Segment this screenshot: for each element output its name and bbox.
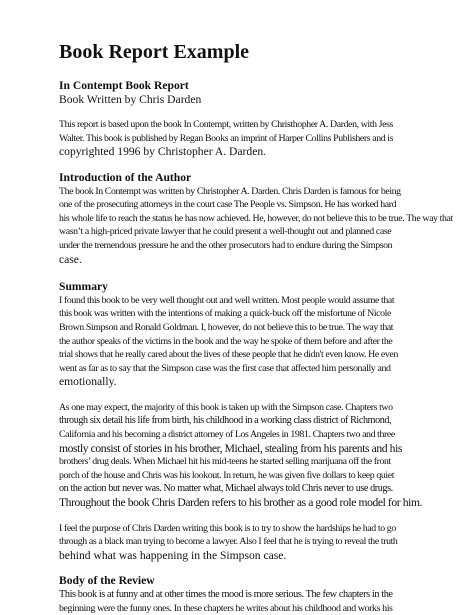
text-line: Brown Simpson and Ronald Goldman. I, however, do not believe this to be true. The way that [59, 321, 394, 333]
text-line: case. [59, 252, 82, 266]
report-subtitle: In Contempt Book Report [59, 79, 189, 92]
text-line: mostly consist of stories in his brother, Michael, stealing from his parents and his [59, 441, 402, 455]
section-paragraph [59, 294, 419, 389]
text-line: emotionally. [59, 375, 117, 389]
text-line: This report is based upon the book In Contempt, written by Christhopher A. Darden, with Jess [59, 119, 393, 131]
text-line: through six detail his life from birth, his childhood in a working class district of Richmond, [59, 415, 392, 427]
text-line: brothers’ drug deals. When Michael hit his mid-teens he started selling marijuana off the front [59, 456, 391, 468]
text-line: As one may expect, the majority of this book is taken up with the Simpson case. Chapters two [59, 401, 393, 413]
text-line: beginning were the funny ones. In these chapters he writes about his childhood and works his [59, 602, 393, 614]
intro-paragraph [59, 118, 419, 159]
text-line: trial shows that he really cared about the lives of these people that he didn't even know. He even [59, 349, 398, 361]
text-line: through as a black man trying to become a lawyer. Also I feel that he is trying to reveal the truth [59, 536, 398, 548]
document-page [59, 40, 453, 615]
text-line: the author speaks of the victims in the book and the way he spoke of them before and after the [59, 335, 393, 347]
section-paragraph [59, 588, 419, 615]
text-line: This book is at funny and at other times the mood is more serious. The few chapters in the [59, 589, 393, 600]
text-line: I found this book to be very well thought out and well written. Most people would assume that [59, 294, 395, 306]
text-line: his whole life to reach the status he has now achieved. He, however, do not believe this to be true. The way that [59, 212, 453, 224]
text-line: I feel the purpose of Chris Darden writing this book is to try to show the hardships he had to go [59, 522, 396, 534]
section-heading: Body of the Review [59, 574, 155, 588]
text-line: California and his becoming a district attorney of Los Angeles in 1981. Chapters two and three [59, 429, 395, 441]
text-line: one of the prosecuting attorneys in the court case The People vs. Simpson. He has worked hard [59, 199, 397, 211]
section-paragraph [59, 522, 419, 563]
text-line: wasn’t a high-priced private lawyer that he could present a well-thought out and planned case [59, 226, 392, 238]
text-line: under the tremendous pressure he and the other prosecutors had to endure during the Simpson [59, 239, 393, 251]
text-line: porch of the house and Chris was his lookout. In return, he was given five dollars to keep quiet [59, 469, 395, 481]
text-line: behind what was happening in the Simpson case. [59, 548, 287, 562]
text-line: Throughout the book Chris Darden refers to his brother as a good role model for him. [59, 496, 423, 510]
text-line: Walter. This book is published by Regan Books an imprint of Harper Collins Publishers and is [59, 132, 394, 144]
author-line: Book Written by Chris Darden [59, 92, 202, 106]
text-line: this book was written with the intentions of making a quick-buck off the misfortune of Nicole [59, 308, 391, 320]
text-line: copyrighted 1996 by Christopher A. Darden. [59, 145, 267, 159]
section-heading: Introduction of the Author [59, 170, 192, 184]
text-line: on the action but never was. No matter what, Michael always told Chris never to use drugs. [59, 483, 393, 495]
text-line: went as far as to say that the Simpson case was the first case that affected him personally and [59, 362, 391, 374]
text-line: The book In Contempt was written by Christopher A. Darden. Chris Darden is famous for being [59, 185, 401, 197]
section-paragraph [59, 401, 423, 510]
section-heading: Summary [59, 280, 108, 294]
section-paragraph [59, 185, 453, 267]
document-title: Book Report Example [59, 41, 249, 63]
